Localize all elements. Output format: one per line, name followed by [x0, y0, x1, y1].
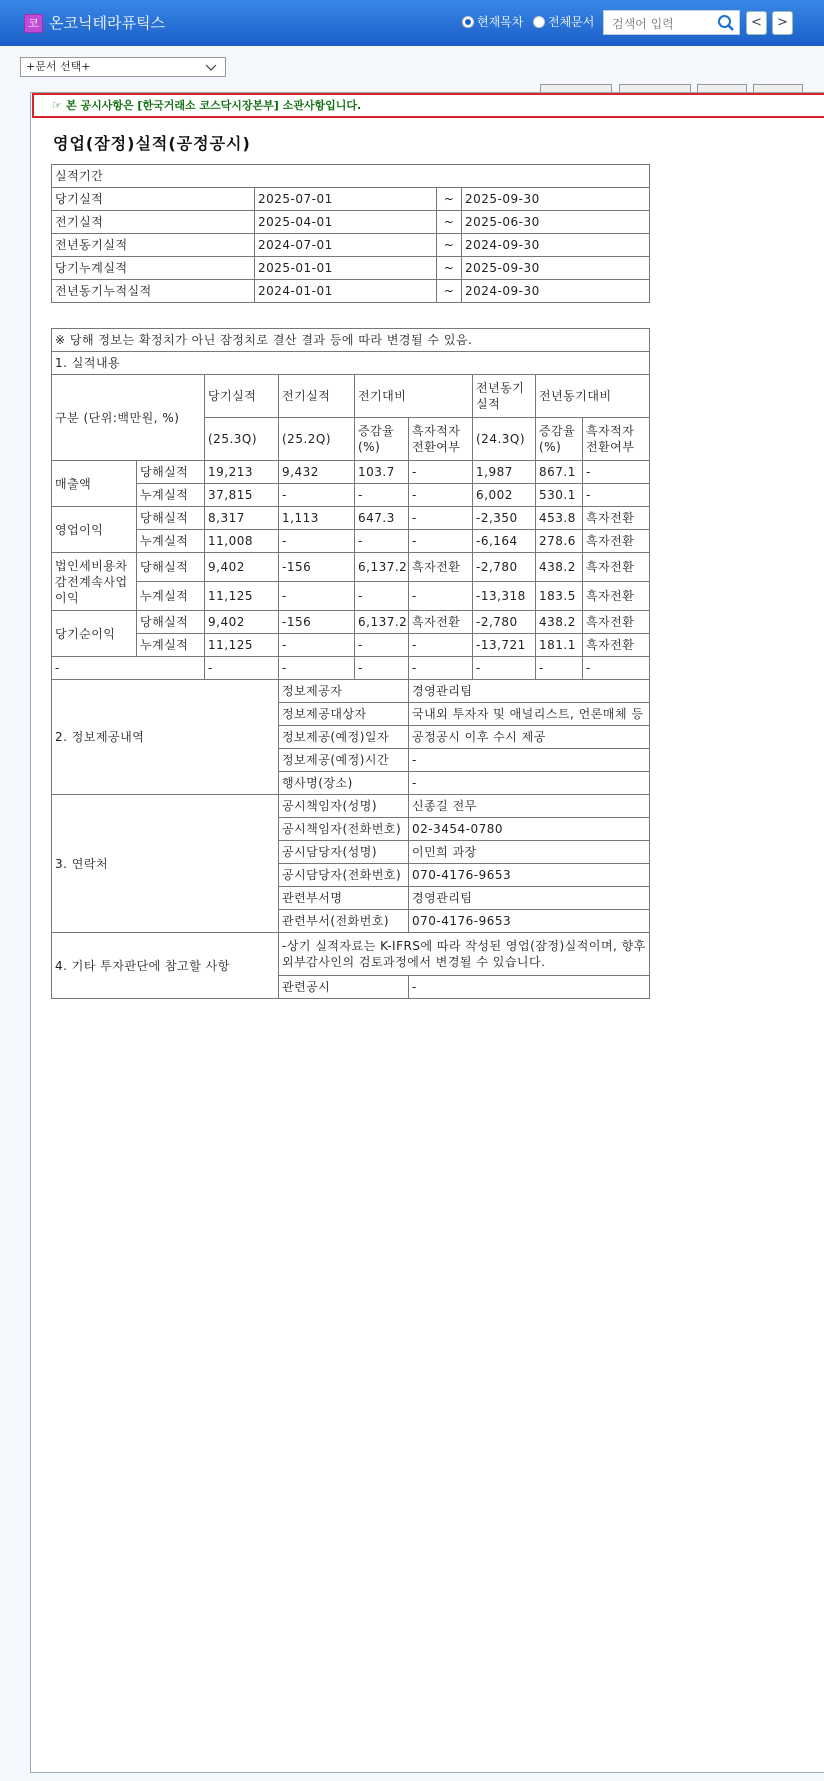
cell: -13,318: [473, 582, 536, 611]
cell: 흑자전환: [409, 611, 473, 634]
info-value: 국내외 투자자 및 애널리스트, 언론매체 등: [409, 703, 650, 726]
table-row: [52, 795, 650, 818]
table-row: [52, 530, 650, 553]
notice-text: 본 공시사항은 [한국거래소 코스닥시장본부] 소관사항입니다.: [66, 99, 362, 112]
hdr-turn2: 흑자적자전환여부: [583, 418, 650, 461]
radio-current-label: 현재목차: [477, 15, 524, 29]
cell: -: [536, 657, 583, 680]
cell: -2,780: [473, 553, 536, 582]
cell: 9,402: [205, 611, 279, 634]
radio-all-label: 전체문서: [548, 15, 595, 29]
cell: -: [279, 530, 355, 553]
contact-key: 관련부서(전화번호): [279, 910, 409, 933]
table-row: [52, 484, 650, 507]
period-from: 2025-04-01: [255, 211, 437, 234]
cell: 6,137.2: [355, 611, 409, 634]
related-value: -: [409, 976, 650, 999]
period-table: [51, 164, 650, 303]
cell: -2,350: [473, 507, 536, 530]
hdr-yoy-period: (24.3Q): [473, 418, 536, 461]
hdr-rate: 증감율(%): [355, 418, 409, 461]
document-title: 영업(잠정)실적(공정공시): [53, 134, 251, 153]
table-row: [52, 461, 650, 484]
period-label: 전년동기누적실적: [52, 280, 255, 303]
cell: 1,987: [473, 461, 536, 484]
table-row: [52, 211, 650, 234]
row-type: 당해실적: [137, 507, 205, 530]
table-row: [52, 188, 650, 211]
cell: -: [355, 530, 409, 553]
table-row: [52, 507, 650, 530]
cell: -2,780: [473, 611, 536, 634]
cell: -: [409, 507, 473, 530]
company-name: 온코닉테라퓨틱스: [49, 14, 165, 32]
table-row: [52, 634, 650, 657]
info-key: 행사명(장소): [279, 772, 409, 795]
document-select-value: +문서 선택+: [26, 60, 91, 73]
cell: 37,815: [205, 484, 279, 507]
cell: -: [355, 657, 409, 680]
hdr-prev: 전기실적: [279, 375, 355, 418]
contact-key: 공시책임자(성명): [279, 795, 409, 818]
hdr-prev-period: (25.2Q): [279, 418, 355, 461]
cell: 530.1: [536, 484, 583, 507]
top-header-bar: [0, 0, 824, 46]
item-name: 영업이익: [52, 507, 137, 553]
table-row: [52, 680, 650, 703]
cell: -: [279, 484, 355, 507]
contact-key: 관련부서명: [279, 887, 409, 910]
period-from: 2024-01-01: [255, 280, 437, 303]
cell: 9,402: [205, 553, 279, 582]
cell: -: [409, 461, 473, 484]
info-key: 정보제공대상자: [279, 703, 409, 726]
cell: -: [355, 484, 409, 507]
period-sep: ~: [437, 234, 462, 257]
period-sep: ~: [437, 211, 462, 234]
hdr-rate2: 증감율(%): [536, 418, 583, 461]
table-row: [52, 553, 650, 582]
cell: 867.1: [536, 461, 583, 484]
estimate-note: ※ 당해 정보는 확정치가 아닌 잠정치로 결산 결과 등에 따라 변경될 수 있음.: [52, 329, 650, 352]
contact-value: 경영관리팀: [409, 887, 650, 910]
cell: 11,008: [205, 530, 279, 553]
period-sep: ~: [437, 188, 462, 211]
info-value: 공정공시 이후 수시 제공: [409, 726, 650, 749]
period-from: 2025-07-01: [255, 188, 437, 211]
cell: -: [409, 582, 473, 611]
period-to: 2024-09-30: [462, 280, 650, 303]
cell: 흑자전환: [583, 582, 650, 611]
cell: 8,317: [205, 507, 279, 530]
cell: -: [52, 657, 205, 680]
cell: 흑자전환: [409, 553, 473, 582]
row-type: 당해실적: [137, 461, 205, 484]
item-name: 매출액: [52, 461, 137, 507]
cell: 278.6: [536, 530, 583, 553]
contact-value: 070-4176-9653: [409, 864, 650, 887]
row-type: 누계실적: [137, 530, 205, 553]
contact-key: 공시책임자(전화번호): [279, 818, 409, 841]
info-key: 정보제공(예정)일자: [279, 726, 409, 749]
row-type: 누계실적: [137, 484, 205, 507]
hdr-cur-period: (25.3Q): [205, 418, 279, 461]
search-box: [603, 10, 740, 35]
table-row: [52, 280, 650, 303]
cell: -: [355, 582, 409, 611]
contact-value: 070-4176-9653: [409, 910, 650, 933]
hdr-category: 구분 (단위:백만원, %): [52, 375, 205, 461]
search-input[interactable]: [610, 12, 714, 35]
section4-title: 4. 기타 투자판단에 참고할 사항: [52, 933, 279, 999]
info-value: -: [409, 749, 650, 772]
radio-all-docs[interactable]: [533, 13, 594, 30]
cell: 흑자전환: [583, 530, 650, 553]
cell: -: [355, 634, 409, 657]
cell: -: [279, 657, 355, 680]
cell: 647.3: [355, 507, 409, 530]
cell: -13,721: [473, 634, 536, 657]
contact-value: 이민희 과장: [409, 841, 650, 864]
period-label: 당기누계실적: [52, 257, 255, 280]
section3-title: 3. 연락처: [52, 795, 279, 933]
contact-key: 공시담당자(전화번호): [279, 864, 409, 887]
cell: 흑자전환: [583, 507, 650, 530]
contact-key: 공시담당자(성명): [279, 841, 409, 864]
info-value: 경영관리팀: [409, 680, 650, 703]
cell: -: [583, 461, 650, 484]
radio-selected-icon[interactable]: [462, 16, 474, 28]
period-header: 실적기간: [52, 165, 650, 188]
item-name: 법인세비용차감전계속사업이익: [52, 553, 137, 611]
cell: 11,125: [205, 634, 279, 657]
row-type: 당해실적: [137, 553, 205, 582]
cell: 흑자전환: [583, 634, 650, 657]
hdr-vs-prev: 전기대비: [355, 375, 473, 418]
period-sep: ~: [437, 280, 462, 303]
row-type: 누계실적: [137, 634, 205, 657]
cell: 438.2: [536, 553, 583, 582]
item-name: 당기순이익: [52, 611, 137, 657]
period-from: 2024-07-01: [255, 234, 437, 257]
cell: 1,113: [279, 507, 355, 530]
hdr-cur: 당기실적: [205, 375, 279, 418]
cell: 6,002: [473, 484, 536, 507]
cell: -: [583, 484, 650, 507]
period-to: 2025-09-30: [462, 188, 650, 211]
cell: 11,125: [205, 582, 279, 611]
row-type: 누계실적: [137, 582, 205, 611]
period-label: 당기실적: [52, 188, 255, 211]
notice-banner: [32, 93, 824, 118]
info-key: 정보제공(예정)시간: [279, 749, 409, 772]
period-from: 2025-01-01: [255, 257, 437, 280]
section2-title: 2. 정보제공내역: [52, 680, 279, 795]
cell: 181.1: [536, 634, 583, 657]
cell: -: [583, 657, 650, 680]
period-label: 전기실적: [52, 211, 255, 234]
radio-current-toc[interactable]: [462, 13, 523, 30]
company-logo-icon: 코: [24, 14, 43, 33]
cell: 6,137.2: [355, 553, 409, 582]
contact-value: 02-3454-0780: [409, 818, 650, 841]
cell: -: [409, 657, 473, 680]
period-to: 2024-09-30: [462, 234, 650, 257]
section1-title: 1. 실적내용: [52, 352, 650, 375]
period-to: 2025-06-30: [462, 211, 650, 234]
cell: -: [409, 634, 473, 657]
document-select[interactable]: [20, 57, 226, 77]
radio-unselected-icon[interactable]: [533, 16, 545, 28]
hdr-yoy: 전년동기실적: [473, 375, 536, 418]
cell: 183.5: [536, 582, 583, 611]
row-type: 당해실적: [137, 611, 205, 634]
section4-text: -상기 실적자료는 K-IFRS에 따라 작성된 영업(잠정)실적이며, 향후 외부감사인의 검토과정에서 변경될 수 있습니다.: [279, 933, 650, 976]
cell: -: [205, 657, 279, 680]
cell: -: [473, 657, 536, 680]
cell: 9,432: [279, 461, 355, 484]
info-value: -: [409, 772, 650, 795]
cell: -: [409, 484, 473, 507]
table-row: [52, 582, 650, 611]
cell: -156: [279, 553, 355, 582]
cell: -: [409, 530, 473, 553]
cell: 438.2: [536, 611, 583, 634]
contact-value: 신종길 전무: [409, 795, 650, 818]
table-row: [52, 257, 650, 280]
pointing-hand-icon: ☞: [52, 99, 62, 112]
period-sep: ~: [437, 257, 462, 280]
related-key: 관련공시: [279, 976, 409, 999]
cell: -156: [279, 611, 355, 634]
table-row: [52, 234, 650, 257]
cell: -: [279, 582, 355, 611]
hdr-vs-yoy: 전년동기대비: [536, 375, 650, 418]
cell: 흑자전환: [583, 553, 650, 582]
table-row: [52, 611, 650, 634]
cell: -: [279, 634, 355, 657]
search-icon[interactable]: [717, 14, 735, 35]
period-to: 2025-09-30: [462, 257, 650, 280]
cell: -6,164: [473, 530, 536, 553]
next-button[interactable]: >: [772, 11, 793, 35]
cell: 흑자전환: [583, 611, 650, 634]
info-key: 정보제공자: [279, 680, 409, 703]
results-table: [51, 328, 650, 999]
hdr-turn: 흑자적자전환여부: [409, 418, 473, 461]
cell: 453.8: [536, 507, 583, 530]
cell: 19,213: [205, 461, 279, 484]
cell: 103.7: [355, 461, 409, 484]
prev-button[interactable]: <: [746, 11, 767, 35]
table-row: [52, 657, 650, 680]
table-row: [52, 933, 650, 976]
chevron-down-icon: [205, 61, 217, 79]
period-label: 전년동기실적: [52, 234, 255, 257]
